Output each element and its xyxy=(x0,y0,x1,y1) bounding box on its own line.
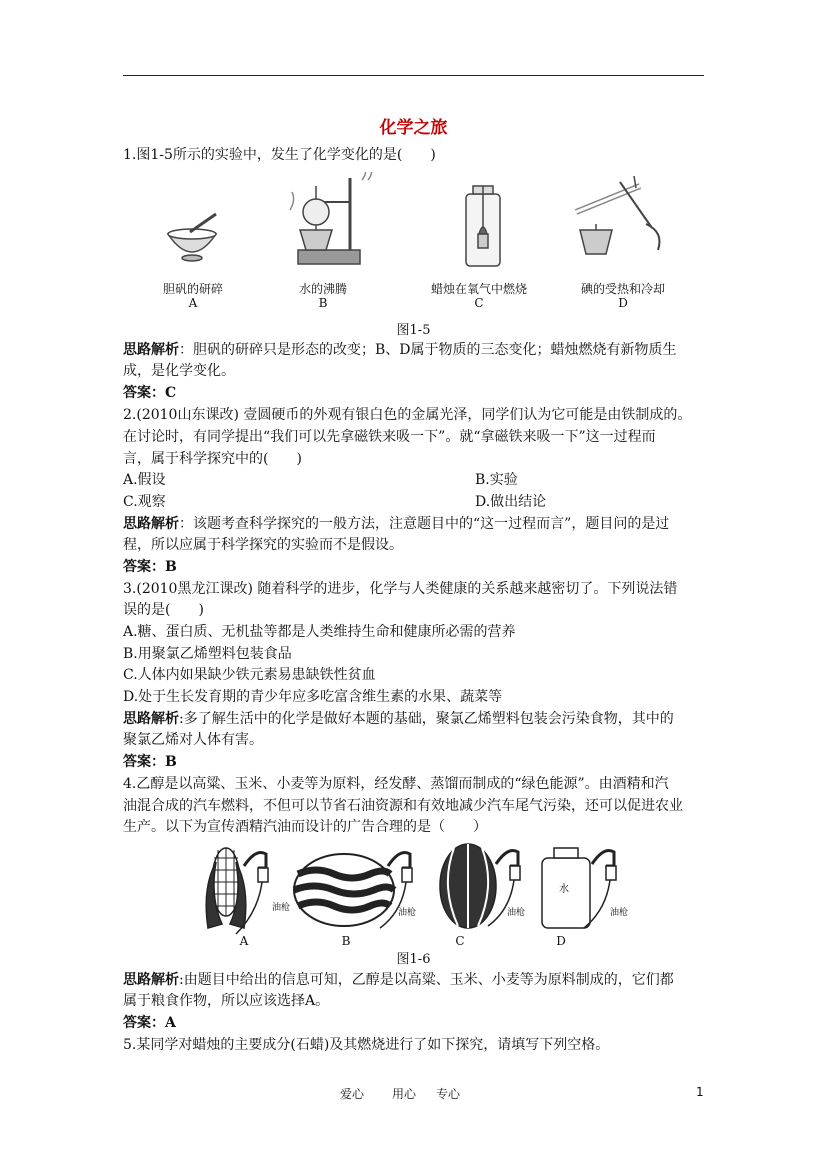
q4-analysis-line-2: 属于粮食作物，所以应该选择A。 xyxy=(123,993,330,1009)
header-rule xyxy=(123,75,704,76)
q2-stem-line-3: 言，属于科学探究中的( ) xyxy=(123,451,302,467)
q3-option-a: A.糖、蛋白质、无机盐等都是人类维持生命和健康所必需的营养 xyxy=(123,624,516,640)
q2-stem-line-2: 在讨论时，有同学提出“我们可以先拿磁铁来吸一下”。就“拿磁铁来吸一下”这一过程而 xyxy=(123,429,656,445)
q2-analysis-line-1 xyxy=(123,514,669,534)
q1-analysis-line-1 xyxy=(123,340,677,360)
figure-1-6-caption: 图1-6 xyxy=(396,952,431,967)
footer-motto-2: 用心 xyxy=(392,1087,417,1101)
q4-stem-line-3: 生产。以下为宣传酒精汽油而设计的广告合理的是（ ） xyxy=(123,819,487,835)
fig1-letter-a: A xyxy=(188,296,198,310)
fig1-label-d: 碘的受热和冷却 xyxy=(580,282,665,296)
q3-stem-line-2: 误的是( ) xyxy=(123,602,204,618)
q2-option-d: D.做出结论 xyxy=(475,494,547,510)
fig1-label-b: 水的沸腾 xyxy=(298,282,347,296)
q4-stem-line-1: 4.乙醇是以高粱、玉米、小麦等为原料，经发酵、蒸馏而制成的“绿色能源”。由酒精和汽 xyxy=(123,776,669,792)
q3-option-c: C.人体内如果缺少铁元素易患缺铁性贫血 xyxy=(123,667,376,683)
q3-analysis-line-2: 聚氯乙烯对人体有害。 xyxy=(123,732,263,748)
fig2-letter-a: A xyxy=(239,934,249,948)
q2-option-c: C.观察 xyxy=(123,494,166,510)
fig1-letter-c: C xyxy=(474,296,484,310)
iodine-heating-icon xyxy=(576,176,660,254)
fig2-letter-d: D xyxy=(556,934,566,948)
gun-label-b: 油枪 xyxy=(397,908,416,918)
gun-label-a: 油枪 xyxy=(271,903,290,913)
footer-motto-3: 专心 xyxy=(436,1087,461,1101)
analysis-label: 思路解析 xyxy=(123,711,179,727)
fig1-label-c: 蜡烛在氧气中燃烧 xyxy=(430,282,527,296)
corn-icon xyxy=(206,848,268,934)
page-number: 1 xyxy=(696,1085,704,1099)
q2-stem-line-1: 2.(2010山东课改) 壹圆硬币的外观有银白色的金属光泽，同学们认为它可能是由铁制成的。 xyxy=(123,407,692,423)
q4-answer: 答案：A xyxy=(123,1015,176,1031)
page-title: 化学之旅 xyxy=(379,118,448,138)
gun-label-d: 油枪 xyxy=(609,908,628,918)
analysis-label: 思路解析 xyxy=(123,342,179,358)
q3-answer: 答案：B xyxy=(123,754,177,770)
analysis-label: 思路解析 xyxy=(123,516,179,532)
q4-stem-line-2: 油混合成的汽车燃料，不但可以节省石油资源和有效地减少汽车尾气污染，还可以促进农业 xyxy=(123,798,683,814)
footer-motto-1: 爱心 xyxy=(340,1087,365,1101)
fig1-letter-b: B xyxy=(318,296,328,310)
q3-stem-line-1: 3.(2010黑龙江课改) 随着科学的进步，化学与人类健康的关系越来越密切了。下列说法错 xyxy=(123,581,678,597)
q3-option-b: B.用聚氯乙烯塑料包装食品 xyxy=(123,646,292,662)
q1-analysis-line-2: 成，是化学变化。 xyxy=(123,363,235,379)
analysis-text: ：该题考查科学探究的一般方法，注意题目中的“这一过程而言”，题目问的是过 xyxy=(179,516,670,532)
analysis-text: ：胆矾的研碎只是形态的改变；B、D属于物质的三态变化；蜡烛燃烧有新物质生 xyxy=(179,342,677,358)
boiling-apparatus-icon xyxy=(290,172,372,264)
fig1-letter-d: D xyxy=(618,296,628,310)
q2-option-b: B.实验 xyxy=(475,472,518,488)
gun-label-c: 油枪 xyxy=(506,908,525,918)
fig2-letter-b: B xyxy=(341,934,351,948)
q2-option-a: A.假设 xyxy=(123,472,166,488)
analysis-label: 思路解析 xyxy=(123,972,179,988)
q4-analysis-line-1 xyxy=(123,970,674,990)
q2-analysis-line-2: 程，所以应属于科学探究的实验而不是假设。 xyxy=(123,537,403,553)
analysis-text: :由题目中给出的信息可知，乙醇是以高粱、玉米、小麦等为原料制成的，它们都 xyxy=(179,972,674,988)
q3-option-d: D.处于生长发育期的青少年应多吃富含维生素的水果、蔬菜等 xyxy=(123,689,503,705)
mortar-pestle-icon xyxy=(168,214,216,261)
analysis-text: :多了解生活中的化学是做好本题的基础，聚氯乙烯塑料包装会污染食物，其中的 xyxy=(179,711,674,727)
q1-answer: 答案：C xyxy=(123,385,177,401)
q1-stem: 1.图1-5所示的实验中，发生了化学变化的是( ) xyxy=(123,147,436,163)
q5-stem: 5.某同学对蜡烛的主要成分(石蜡)及其燃烧进行了如下探究，请填写下列空格。 xyxy=(123,1037,610,1053)
water-label: 水 xyxy=(559,884,569,895)
q2-answer: 答案：B xyxy=(123,559,177,575)
candle-jar-icon xyxy=(466,186,500,266)
fig1-label-a: 胆矾的研碎 xyxy=(162,282,223,296)
q3-analysis-line-1 xyxy=(123,709,674,729)
fig2-letter-c: C xyxy=(455,934,465,948)
figure-1-5-caption: 图1-5 xyxy=(396,323,431,338)
